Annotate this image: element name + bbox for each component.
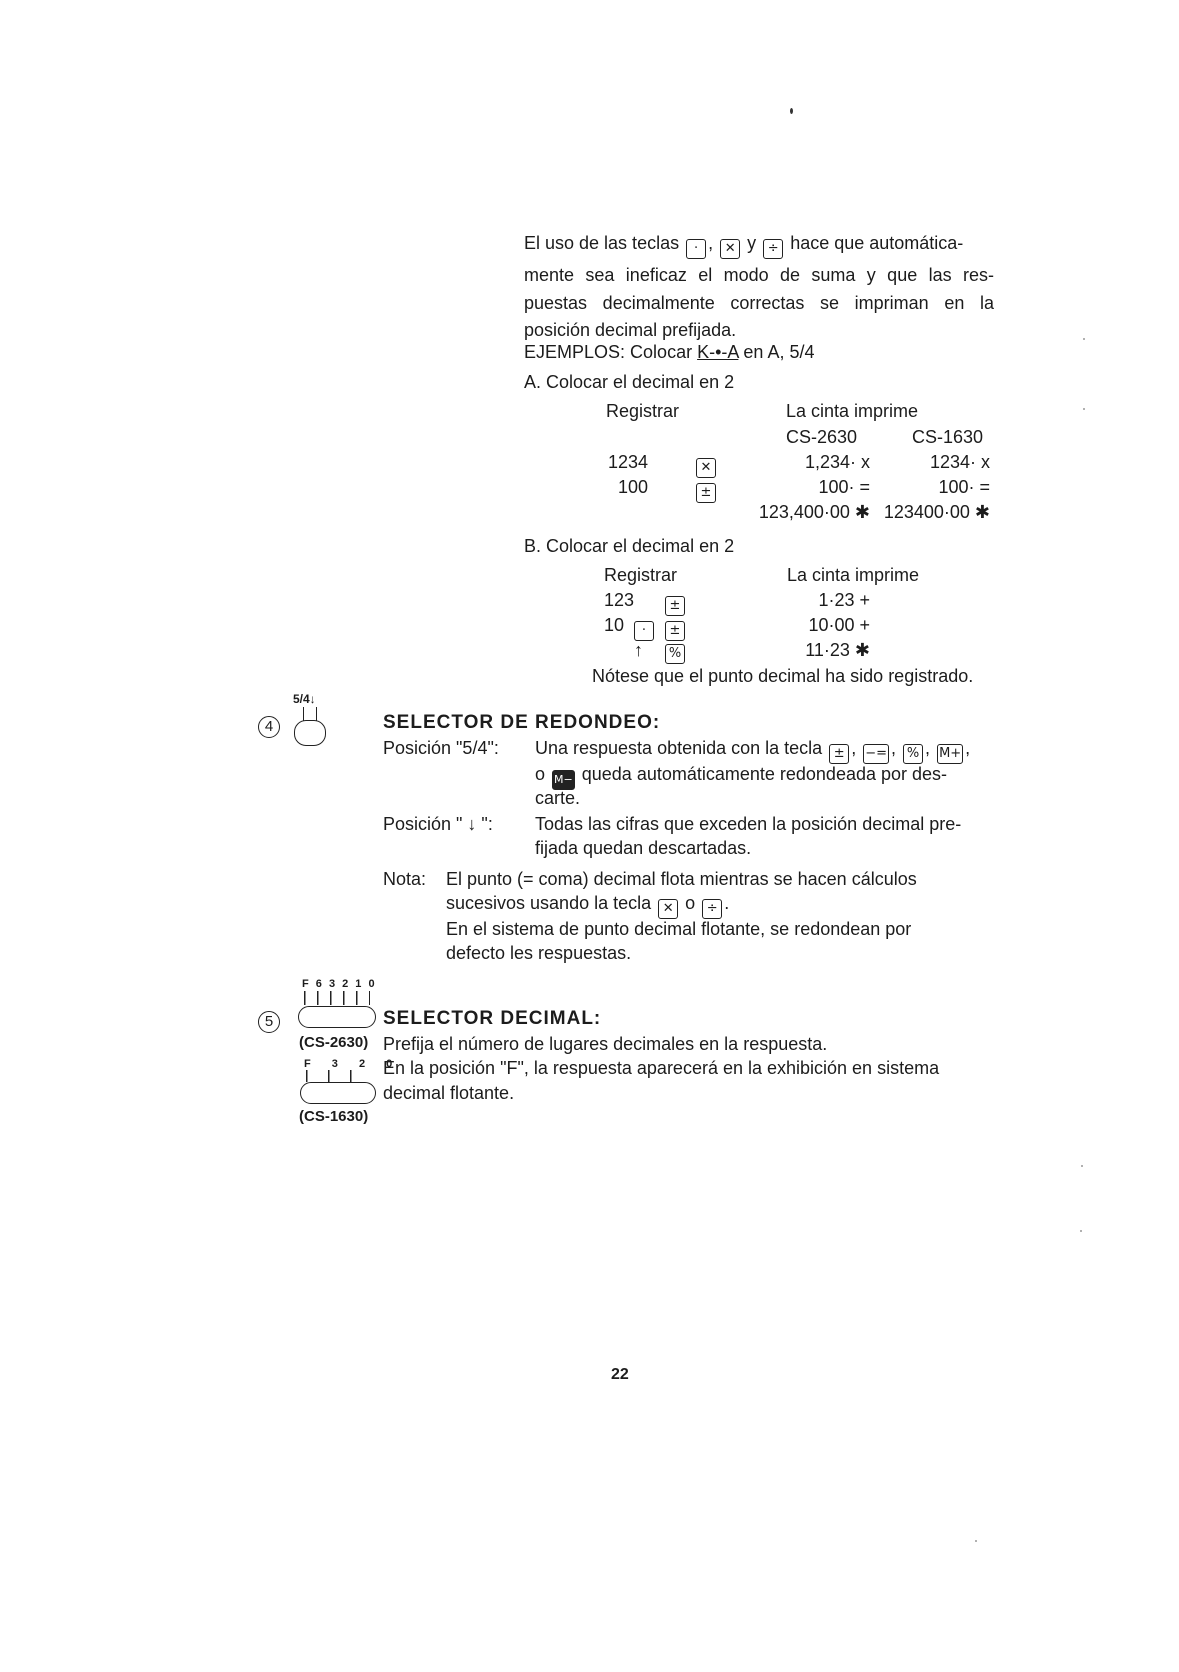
multiply-key-icon: ✕ (696, 458, 716, 478)
divide-key-icon: ÷ (763, 239, 783, 259)
comma: , (708, 233, 714, 253)
multiply-key-icon: ✕ (658, 899, 678, 919)
entry-value: 1234 (607, 452, 648, 472)
decimal-selector-text-1: Prefija el número de lugares decimales en la respuesta. (383, 1034, 828, 1054)
nota-text-b-pre: sucesivos usando la tecla (446, 893, 652, 913)
tape-output-cs1630: 1234· x (929, 452, 990, 472)
intro-line-4: posición decimal prefijada. (524, 320, 737, 341)
model-cs1630: CS-1630 (912, 427, 984, 447)
scan-speck (1083, 408, 1085, 410)
plus-equals-key-icon: ± (696, 483, 716, 503)
decimal-selector-text-2: En la posición "F", la respuesta aparecerá en la exhibición en sistema (383, 1058, 940, 1078)
position-5-4-label: Posición "5/4": (383, 738, 499, 758)
position-5-4-text-a: Una respuesta obtenida con la tecla (535, 738, 823, 758)
intro-paragraph (524, 233, 994, 342)
decimal-selector-text-3: decimal flotante. (383, 1083, 515, 1103)
conjunction: o (685, 893, 696, 913)
divide-key-icon: ÷ (702, 899, 722, 919)
scan-speck (975, 1540, 977, 1542)
rounding-switch-label: 5/4↓ (293, 692, 316, 706)
example-b-registrar-header: Registrar (604, 565, 678, 585)
model-cs2630-label: (CS-2630) (299, 1034, 369, 1051)
scan-speck (1081, 1165, 1083, 1167)
tape-output-cs1630: 100· = (938, 477, 990, 497)
tape-output-cs2630: 1,234· x (804, 452, 870, 472)
nota-text-b: sucesivos usando la tecla ✕ o ÷ . (446, 893, 729, 919)
decimal-switch-cs2630-icon (298, 1006, 376, 1028)
intro-line-1 (524, 233, 994, 259)
ejemplos-colocar: Colocar (630, 342, 693, 362)
decimal-switch-ticks (306, 1070, 372, 1082)
switch-setting: K-•-A (697, 342, 739, 362)
entry-value: 100 (617, 477, 648, 497)
example-a-tape-header: La cinta imprime (786, 401, 919, 421)
percent-key-icon: % (665, 644, 685, 664)
conjunction: y (747, 233, 757, 253)
tape-output: 11·23 ✱ (805, 640, 870, 660)
tape-output-cs1630: 123400·00 ✱ (883, 502, 990, 522)
rounding-switch-icon (294, 720, 326, 746)
intro-text: hace que automática- (790, 233, 964, 253)
example-a-registrar-header: Registrar (606, 401, 680, 421)
tape-output: 10·00 + (808, 615, 870, 635)
nota-label: Nota: (383, 869, 427, 889)
ejemplos-label: EJEMPLOS: (524, 342, 626, 362)
decimal-switch-cs1630-icon (300, 1082, 376, 1104)
decimal-point-key-icon: · (686, 239, 706, 259)
entry-value: 10 (603, 615, 624, 635)
example-b-title: B. Colocar el decimal en 2 (524, 536, 735, 556)
position-cut-text-a: Todas las cifras que exceden la posición decimal pre- (535, 814, 962, 834)
section-5-number: 5 (258, 1011, 280, 1033)
plus-equals-key-icon: ± (829, 744, 849, 764)
position-5-4-text-b: queda automáticamente redondeada por des- (581, 764, 948, 784)
page-number: 22 (611, 1366, 629, 1383)
nota-text-c: En el sistema de punto decimal flotante, se redondean por (446, 919, 912, 939)
ejemplos-tail: en A, 5/4 (743, 342, 815, 362)
ejemplos-line (524, 342, 814, 364)
entry-value: 123 (603, 590, 634, 610)
example-b-note: Nótese que el punto decimal ha sido registrado. (592, 666, 974, 686)
scan-speck (1083, 338, 1085, 340)
position-cut-label: Posición " ↓ ": (383, 814, 493, 834)
model-cs2630: CS-2630 (786, 427, 858, 447)
nota-text-d: defecto les respuestas. (446, 943, 632, 963)
section-4-number: 4 (258, 716, 280, 738)
section-5-heading: SELECTOR DECIMAL: (383, 1008, 602, 1029)
plus-equals-key-icon: ± (665, 596, 685, 616)
decimal-switch-positions-cs2630: F 6 3 2 1 0 (302, 978, 377, 990)
position-5-4-text: Una respuesta obtenida con la tecla ± , −= , % , M+ , (535, 738, 995, 764)
tape-output: 1·23 + (818, 590, 870, 610)
tape-output-cs2630: 123,400·00 ✱ (758, 502, 870, 522)
minus-equals-key-icon: −= (863, 744, 889, 764)
multiply-key-icon: ✕ (720, 239, 740, 259)
section-4-heading: SELECTOR DE REDONDEO: (383, 712, 661, 733)
plus-equals-key-icon: ± (665, 621, 685, 641)
scan-speck (790, 108, 793, 114)
percent-key-icon: % (903, 744, 923, 764)
tape-output-cs2630: 100· = (818, 477, 870, 497)
position-5-4-text-line2 (535, 764, 995, 790)
intro-line-3: puestas decimalmente correctas se impriman en la (524, 292, 994, 313)
nota-text-a: El punto (= coma) decimal flota mientras se hacen cálculos (446, 869, 917, 889)
intro-line-2: mente sea ineficaz el modo de suma y que las res- (524, 265, 994, 285)
scan-speck (1080, 1230, 1082, 1232)
rounding-switch-ticks (303, 707, 317, 721)
intro-text: El uso de las teclas (524, 233, 680, 253)
conjunction: o (535, 764, 546, 784)
position-5-4-text-c: carte. (535, 788, 581, 808)
model-cs1630-label: (CS-1630) (299, 1108, 369, 1125)
memory-plus-key-icon: M+ (937, 744, 963, 764)
memory-minus-key-icon: M− (552, 770, 575, 790)
decimal-switch-positions-cs1630: F 3 2 0 (304, 1058, 402, 1070)
decimal-point-key-icon: · (634, 621, 654, 641)
example-a-title: A. Colocar el decimal en 2 (524, 372, 735, 392)
decimal-switch-ticks (304, 991, 370, 1005)
example-b-tape-header: La cinta imprime (787, 565, 920, 585)
up-arrow-icon: ↑ (634, 640, 643, 660)
position-cut-text-b: fijada quedan descartadas. (535, 838, 752, 858)
